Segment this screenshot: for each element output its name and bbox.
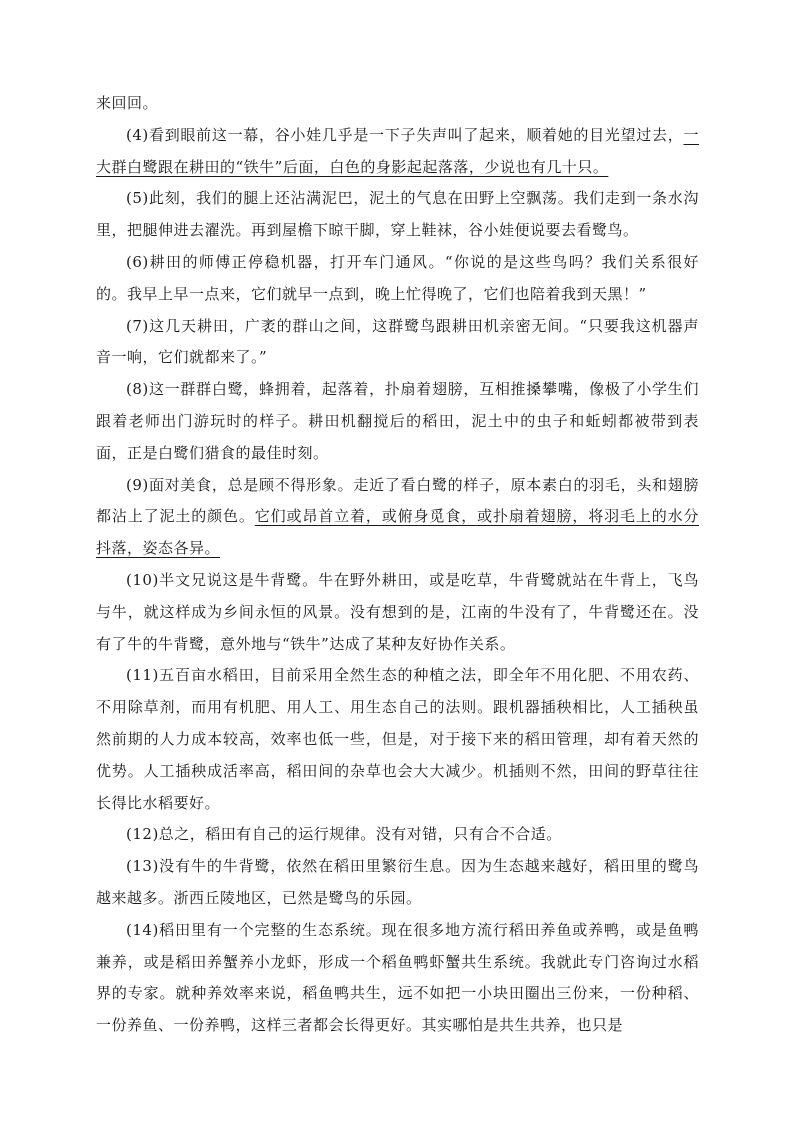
paragraph-text: (6)耕田的师傅正停稳机器，打开车门通风。“你说的是这些鸟吗？我们关系很好的。我早上早一点来，它们就早一点到，晚上忙得晚了，它们也陪着我到天黑！” [96, 252, 699, 303]
paragraph-indent [96, 857, 126, 875]
paragraph-p13 [96, 851, 699, 915]
document-page [96, 88, 699, 1042]
paragraph-text: (13)没有牛的牛背鹭，依然在稻田里繁衍生息。因为生态越来越好，稻田里的鹭鸟越来越多。浙西丘陵地区，已然是鹭鸟的乐园。 [96, 857, 699, 907]
paragraph-p6 [96, 247, 699, 311]
paragraph-indent [96, 380, 126, 398]
paragraph-p11 [96, 660, 699, 819]
paragraph-text: (8)这一群群白鹭，蜂拥着，起落着，扑扇着翅膀，互相推搡攀嘴，像极了小学生们跟着老师出门游玩时的样子。耕田机翻搅后的稻田，泥土中的虫子和蚯蚓都被带到表面，正是白鹭们猎食的最佳时刻。 [96, 380, 699, 462]
paragraph-text: (10)半文兄说这是牛背鹭。牛在野外耕田，或是吃草，牛背鹭就站在牛背上，飞鸟与牛，就这样成为乡间永恒的风景。没有想到的是，江南的牛没有了，牛背鹭还在。没有了牛的牛背鹭，意外地与“铁牛”达成了某种友好协作关系。 [96, 570, 699, 653]
paragraph-indent [96, 666, 126, 684]
paragraph-p5 [96, 183, 699, 247]
paragraph-text: (9)面对美食，总是顾不得形象。走近了看白鹭的样子，原本素白的羽毛，头和翅膀都沾上了泥土的颜色。 [96, 475, 699, 526]
paragraph-indent [96, 825, 126, 843]
paragraph-p9 [96, 470, 699, 565]
paragraph-indent [96, 189, 126, 207]
paragraph-text: 来回回。 [96, 94, 159, 112]
paragraph-text: (11)五百亩水稻田，目前采用全然生态的种植之法，即全年不用化肥、不用农药、不用除草剂，而用有机肥、用人工、用生态自己的法则。跟机器插秧相比，人工插秧虽然前期的人力成本较高，效率也低一些，但是，对于接下来的稻田管理，却有着天然的优势。人工插秧成活率高，稻田间的杂草也会大大减少。机插则不然，田间的野草往往长得比水稻要好。 [96, 666, 699, 812]
paragraph-indent [96, 317, 126, 335]
underlined-sentence: 一大群白鹭跟在耕田的“铁牛”后面，白色的身影起起落落，少说也有几十只。 [96, 125, 699, 176]
paragraph-text: (4)看到眼前这一幕，谷小娃几乎是一下子失声叫了起来，顺着她的目光望过去， [126, 125, 684, 144]
paragraph-p7 [96, 311, 699, 375]
paragraph-p12 [96, 819, 699, 851]
paragraph-p10 [96, 565, 699, 660]
paragraph-text: (14)稻田里有一个完整的生态系统。现在很多地方流行稻田养鱼或养鸭，或是鱼鸭兼养，或是稻田养蟹养小龙虾，形成一个稻鱼鸭虾蟹共生系统。我就此专门咨询过水稻界的专家。就种养效率来说，稻鱼鸭共生，远不如把一小块田圈出三份来，一份种稻、一份养鱼、一份养鸭，这样三者都会长得更好。其实哪怕是共生共养，也只是 [96, 920, 699, 1035]
paragraph-indent [96, 476, 126, 494]
paragraph-text: (7)这几天耕田，广袤的群山之间，这群鹭鸟跟耕田机亲密无间。“只要我这机器声音一响，它们就都来了。” [96, 316, 699, 367]
paragraph-p4 [96, 120, 699, 184]
paragraph-indent [96, 253, 126, 271]
paragraph-text: (5)此刻，我们的腿上还沾满泥巴，泥土的气息在田野上空飘荡。我们走到一条水沟里，把腿伸进去濯洗。再到屋檐下晾干脚，穿上鞋袜，谷小娃便说要去看鹭鸟。 [96, 189, 699, 240]
paragraph-p8 [96, 374, 699, 469]
paragraph-p0 [96, 88, 699, 120]
underlined-sentence: 它们或昂首立着，或俯身觅食，或扑扇着翅膀，将羽毛上的水分抖落，姿态各异。 [96, 507, 699, 558]
paragraph-indent [96, 126, 126, 144]
paragraph-indent [96, 571, 126, 589]
paragraph-indent [96, 921, 126, 939]
paragraph-text: (12)总之，稻田有自己的运行规律。没有对错，只有合不合适。 [126, 825, 562, 844]
paragraph-p14 [96, 915, 699, 1042]
